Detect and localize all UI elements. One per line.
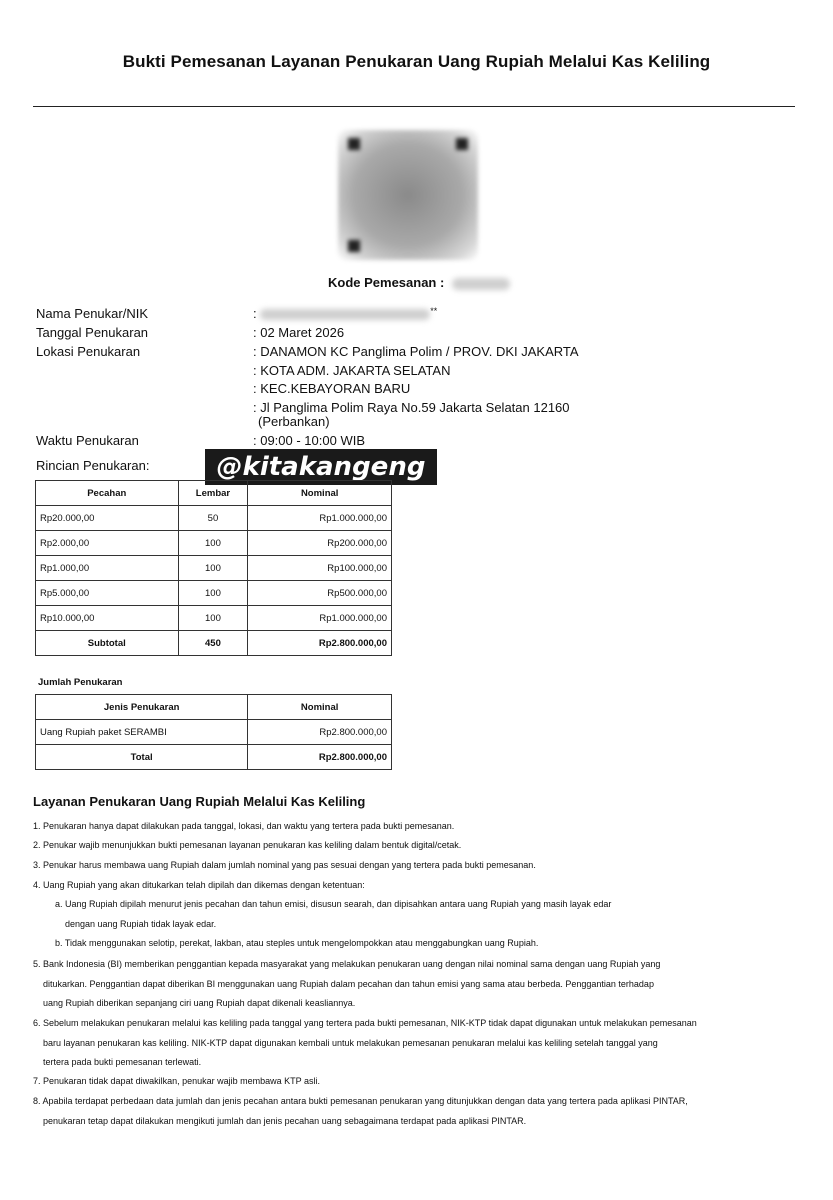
subtotal-label: Subtotal bbox=[36, 631, 179, 656]
subtotal-count: 450 bbox=[178, 631, 248, 656]
name-suffix: ** bbox=[430, 306, 438, 316]
redacted-name bbox=[260, 309, 430, 320]
rule-line: baru layanan penukaran kas keliling. NIK-KTP dapat digunakan kembali untuk melakukan pemesanan penukaran melalui kas keliling setelah tanggal yang bbox=[43, 1037, 658, 1048]
redacted-booking-code bbox=[452, 278, 510, 290]
nominal-cell: Rp2.800.000,00 bbox=[248, 720, 392, 745]
total-nominal: Rp2.800.000,00 bbox=[248, 745, 392, 770]
subtotal-row bbox=[36, 631, 392, 656]
qr-corner-marker bbox=[348, 138, 360, 150]
location-line: : Jl Panglima Polim Raya No.59 Jakarta Selatan 12160 bbox=[253, 400, 570, 415]
denomination-cell: Rp2.000,00 bbox=[36, 531, 179, 556]
rule-line: 1. Penukaran hanya dapat dilakukan pada tanggal, lokasi, dan waktu yang tertera pada bukti pemesanan. bbox=[33, 821, 455, 831]
table-header-row bbox=[36, 481, 392, 506]
table-row bbox=[36, 556, 392, 581]
watermark: @kitakangeng bbox=[205, 449, 437, 485]
rule-line: 7. Penukaran tidak dapat diwakilkan, penukar wajib membawa KTP asli. bbox=[33, 1076, 320, 1086]
rule-item bbox=[33, 1092, 798, 1131]
column-header: Jenis Penukaran bbox=[36, 695, 248, 720]
rule-line: dengan uang Rupiah tidak layak edar. bbox=[65, 918, 217, 929]
column-header: Nominal bbox=[248, 695, 392, 720]
sheet-count-cell: 100 bbox=[178, 606, 248, 631]
total-row bbox=[36, 745, 392, 770]
rule-item bbox=[33, 817, 798, 837]
rule-line: 5. Bank Indonesia (BI) memberikan penggantian kepada masyarakat yang melakukan penukaran uang dengan nilai nominal sama dengan uang Rupiah yang bbox=[33, 959, 661, 969]
table-header-row bbox=[36, 695, 392, 720]
name-value bbox=[253, 306, 437, 321]
denomination-cell: Rp10.000,00 bbox=[36, 606, 179, 631]
nominal-cell: Rp1.000.000,00 bbox=[248, 606, 392, 631]
location-label: Lokasi Penukaran bbox=[36, 344, 141, 359]
rule-line: b. Tidak menggunakan selotip, perekat, lakban, atau steples untuk mengelompokkan atau menggabungkan uang Rupiah. bbox=[55, 938, 539, 948]
sheet-count-cell: 50 bbox=[178, 506, 248, 531]
column-header: Lembar bbox=[178, 481, 248, 506]
time-label: Waktu Penukaran bbox=[36, 433, 139, 448]
table-row bbox=[36, 506, 392, 531]
rule-line: ditukarkan. Penggantian dapat diberikan BI menggunakan uang Rupiah dalam pecahan dan tahun emisi yang sama atau berbeda. Penggantian terhadap bbox=[43, 978, 654, 989]
nominal-cell: Rp1.000.000,00 bbox=[248, 506, 392, 531]
exchange-amount-label: Jumlah Penukaran bbox=[38, 677, 123, 688]
exchange-amount-table bbox=[35, 694, 392, 770]
sheet-count-cell: 100 bbox=[178, 556, 248, 581]
rule-line: 4. Uang Rupiah yang akan ditukarkan telah dipilah dan dikemas dengan ketentuan: bbox=[33, 880, 365, 890]
rule-line: 6. Sebelum melakukan penukaran melalui kas keliling pada tanggal yang tertera pada bukti pemesanan, NIK-KTP tidak dapat digunakan untuk melakukan pemesanan bbox=[33, 1018, 697, 1028]
total-label: Total bbox=[36, 745, 248, 770]
denomination-cell: Rp20.000,00 bbox=[36, 506, 179, 531]
rules-title: Layanan Penukaran Uang Rupiah Melalui Kas Keliling bbox=[33, 794, 366, 809]
rule-line: penukaran tetap dapat dilakukan mengikuti jumlah dan jenis pecahan uang sebagaimana terdapat pada aplikasi PINTAR. bbox=[43, 1115, 527, 1126]
rule-subitem bbox=[55, 895, 820, 934]
rule-item bbox=[33, 836, 798, 856]
title-divider bbox=[33, 106, 795, 107]
sheet-count-cell: 100 bbox=[178, 581, 248, 606]
location-line: : KEC.KEBAYORAN BARU bbox=[253, 381, 411, 396]
location-line: : DANAMON KC Panglima Polim / PROV. DKI JAKARTA bbox=[253, 344, 579, 359]
document-title: Bukti Pemesanan Layanan Penukaran Uang Rupiah Melalui Kas Keliling bbox=[122, 52, 711, 71]
qr-code-icon bbox=[338, 130, 478, 260]
rule-line: tertera pada bukti pemesanan terlewati. bbox=[43, 1057, 202, 1068]
rule-item bbox=[33, 955, 798, 1014]
nominal-cell: Rp200.000,00 bbox=[248, 531, 392, 556]
table-row bbox=[36, 606, 392, 631]
rule-item bbox=[33, 876, 798, 896]
location-line: (Perbankan) bbox=[258, 414, 330, 429]
table-row bbox=[36, 720, 392, 745]
location-line: : KOTA ADM. JAKARTA SELATAN bbox=[253, 363, 451, 378]
rule-line: a. Uang Rupiah dipilah menurut jenis pecahan dan tahun emisi, disusun searah, dan dipisahkan antara uang Rupiah yang masih layak edar bbox=[55, 899, 612, 909]
booking-code-row bbox=[328, 275, 510, 290]
details-label: Rincian Penukaran: bbox=[36, 458, 150, 473]
sheet-count-cell: 100 bbox=[178, 531, 248, 556]
rule-item bbox=[33, 1072, 798, 1092]
exchange-type-cell: Uang Rupiah paket SERAMBI bbox=[36, 720, 248, 745]
name-prefix: : bbox=[253, 306, 261, 321]
time-value: : 09:00 - 10:00 WIB bbox=[253, 433, 366, 448]
subtotal-nominal: Rp2.800.000,00 bbox=[248, 631, 392, 656]
name-label: Nama Penukar/NIK bbox=[36, 306, 148, 321]
rule-subitem bbox=[55, 934, 820, 954]
nominal-cell: Rp100.000,00 bbox=[248, 556, 392, 581]
rule-line: 8. Apabila terdapat perbedaan data jumlah dan jenis pecahan antara bukti pemesanan penukaran yang ditunjukkan dengan data yang tertera pada aplikasi PINTAR, bbox=[33, 1096, 688, 1106]
denomination-cell: Rp1.000,00 bbox=[36, 556, 179, 581]
column-header: Nominal bbox=[248, 481, 392, 506]
date-value: : 02 Maret 2026 bbox=[253, 325, 345, 340]
rule-line: uang Rupiah diberikan sepanjang ciri uang Rupiah dapat dikenali keasliannya. bbox=[43, 998, 356, 1009]
denomination-table bbox=[35, 480, 392, 656]
qr-corner-marker bbox=[456, 138, 468, 150]
qr-corner-marker bbox=[348, 240, 360, 252]
rule-line: 3. Penukar harus membawa uang Rupiah dalam jumlah nominal yang pas sesuai dengan yang tertera pada bukti pemesanan. bbox=[33, 860, 536, 870]
rule-line: 2. Penukar wajib menunjukkan bukti pemesanan layanan penukaran kas keliling dalam bentuk digital/cetak. bbox=[33, 840, 462, 850]
date-label: Tanggal Penukaran bbox=[36, 325, 149, 340]
denomination-cell: Rp5.000,00 bbox=[36, 581, 179, 606]
table-row bbox=[36, 531, 392, 556]
rule-item bbox=[33, 856, 798, 876]
column-header: Pecahan bbox=[36, 481, 179, 506]
table-row bbox=[36, 581, 392, 606]
booking-code-label: Kode Pemesanan : bbox=[328, 275, 445, 290]
nominal-cell: Rp500.000,00 bbox=[248, 581, 392, 606]
rule-item bbox=[33, 1014, 798, 1073]
